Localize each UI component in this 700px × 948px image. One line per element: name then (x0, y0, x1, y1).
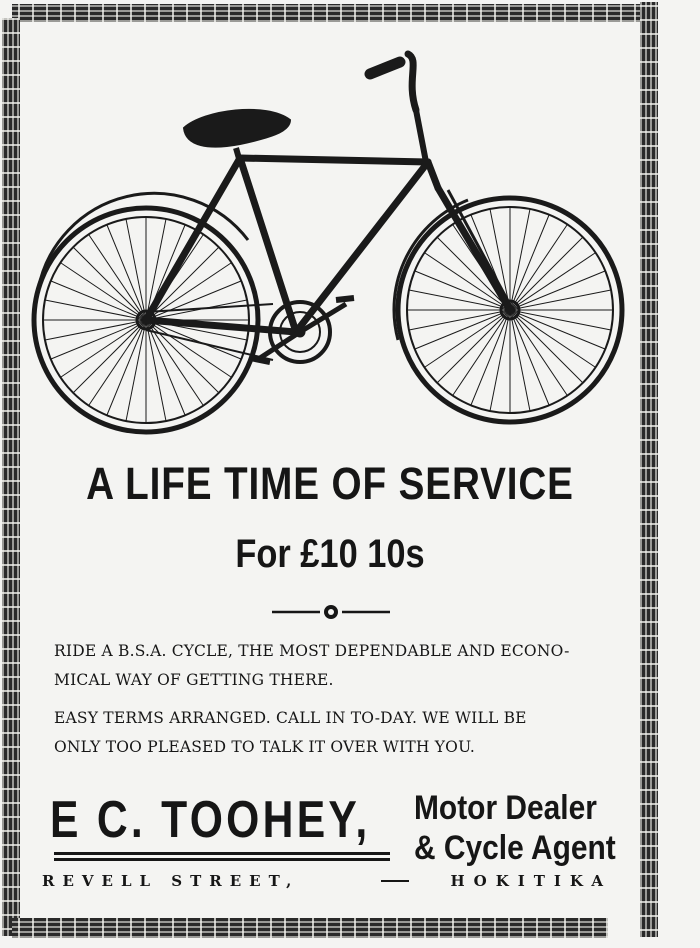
paragraph-line: EASY TERMS ARRANGED. CALL IN TO-DAY. WE WILL BE (54, 709, 527, 727)
dealer-underline (54, 852, 390, 862)
paragraph-ride (54, 637, 634, 695)
dealer-name: E C. TOOHEY, (50, 791, 371, 849)
border-right (640, 2, 658, 937)
saddle (184, 110, 290, 162)
headline: A LIFE TIME OF SERVICE (86, 458, 574, 509)
paragraph-line: RIDE A B.S.A. CYCLE, THE MOST DEPENDABLE AND ECONO- (54, 642, 570, 660)
border-top (12, 4, 640, 22)
paragraph-terms (54, 704, 634, 762)
border-bottom (12, 918, 608, 938)
paragraph-line: MICAL WAY OF GETTING THERE. (54, 671, 334, 689)
address-dash (381, 880, 409, 882)
border-left (2, 18, 20, 936)
paragraph-line: ONLY TOO PLEASED TO TALK IT OVER WITH YOU. (54, 738, 476, 756)
bicycle-frame (146, 158, 510, 332)
street-name: REVELL STREET, (42, 872, 300, 890)
handlebars (370, 54, 426, 162)
bicycle-illustration (28, 40, 638, 460)
dealer-title (414, 788, 616, 868)
dealer-title-line: Motor Dealer (414, 789, 597, 827)
dealer-title-line: & Cycle Agent (414, 829, 616, 867)
ornament-divider (270, 602, 392, 622)
town-name: HOKITIKA (450, 872, 612, 890)
address (42, 872, 612, 890)
price: For £10 10s (235, 532, 425, 576)
